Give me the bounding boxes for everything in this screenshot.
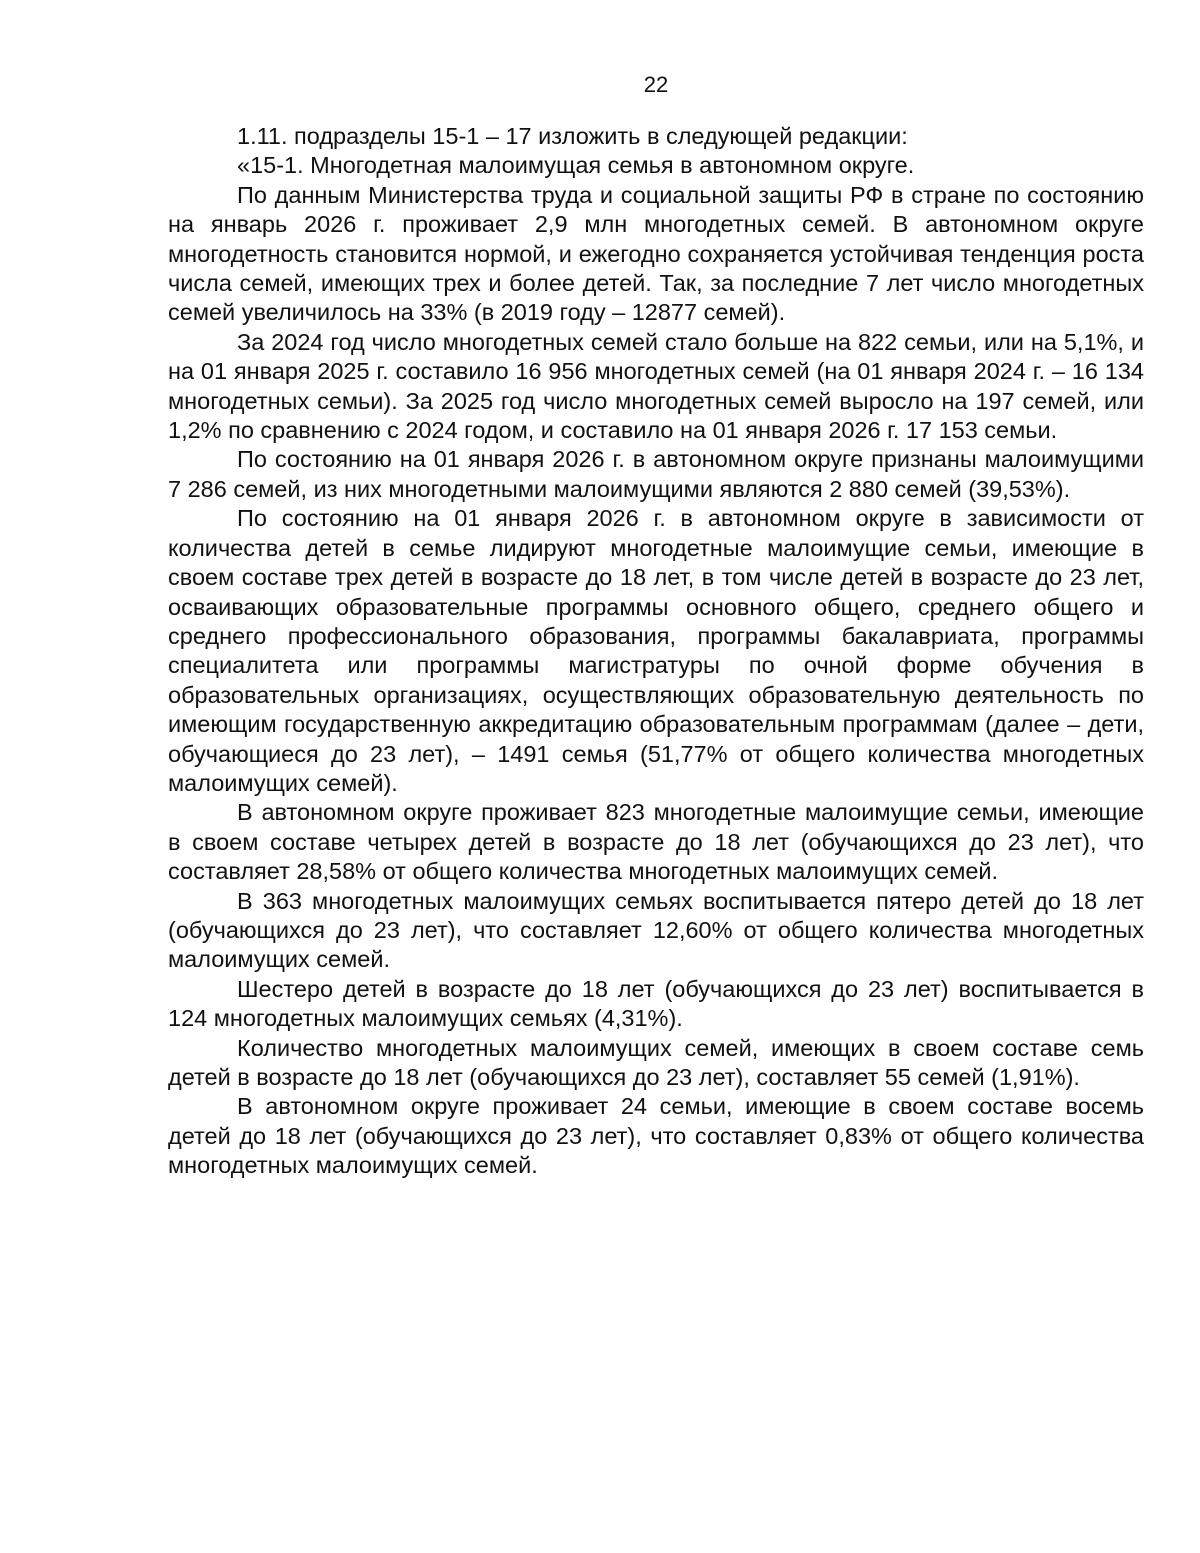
section-heading-paragraph: «15-1. Многодетная малоимущая семья в автономном округе.: [237, 152, 915, 179]
body-paragraph: За 2024 год число многодетных семей стало больше на 822 семьи, или на 5,1%, и на 01 января 2025 г. составило 16 956 многодетных семей (на 01 января 2024 г. – 16 134 многодетных семьи). За 2025 год число многодетных семей выросло на 197 семей, или 1,2% по сравнению с 2024 годом, и составило на 01 января 2026 г. 17 153 семьи.: [168, 328, 1144, 444]
body-paragraph: Количество многодетных малоимущих семей, имеющих в своем составе семь детей в возрасте до 18 лет (обучающихся до 23 лет), составляет 55 семей (1,91%).: [168, 1034, 1144, 1090]
body-paragraph: В автономном округе проживает 823 многодетные малоимущие семьи, имеющие в своем составе четырех детей в возрасте до 18 лет (обучающихся до 23 лет), что составляет 28,58% от общего количества многодетных малоимущих семей.: [168, 799, 1144, 885]
body-paragraph: Шестеро детей в возрасте до 18 лет (обучающихся до 23 лет) воспитывается в 124 многодетных малоимущих семьях (4,31%).: [168, 975, 1144, 1032]
body-paragraph: По состоянию на 01 января 2026 г. в автономном округе в зависимости от количества детей в семье лидируют многодетные малоимущие семьи, имеющие в своем составе трех детей в возрасте до 18 лет, в том числе детей в возрасте до 23 лет, осваивающих образовательные программы основного общего, среднего общего и среднего профессионального образования, программы бакалавриата, программы специалитета или программы магистратуры по очной форме обучения в образовательных организациях, осуществляющих образовательную деятельность по имеющим государственную аккредитацию образовательным программам (далее – дети, обучающиеся до 23 лет), – 1491 семья (51,77% от общего количества многодетных малоимущих семей).: [168, 505, 1144, 796]
document-body: [168, 122, 1144, 1181]
body-paragraph: В автономном округе проживает 24 семьи, имеющие в своем составе восемь детей до 18 лет (обучающихся до 23 лет), что составляет 0,83% от общего количества многодетных малоимущих семей.: [168, 1093, 1144, 1179]
body-paragraph: По данным Министерства труда и социальной защиты РФ в стране по состоянию на январь 2026 г. проживает 2,9 млн многодетных семей. В автономном округе многодетность становится нормой, и ежегодно сохраняется устойчивая тенденция роста числа семей, имеющих трех и более детей. Так, за последние 7 лет число многодетных семей увеличилось на 33% (в 2019 году – 12877 семей).: [168, 181, 1144, 326]
body-paragraph: По состоянию на 01 января 2026 г. в автономном округе признаны малоимущими 7 286 семей, из них многодетными малоимущими являются 2 880 семей (39,53%).: [168, 446, 1144, 502]
body-paragraph: В 363 многодетных малоимущих семьях воспитывается пятеро детей до 18 лет (обучающихся до 23 лет), что составляет 12,60% от общего количества многодетных малоимущих семей.: [168, 887, 1144, 973]
page-number: 22: [643, 72, 669, 97]
amendment-intro-paragraph: 1.11. подразделы 15-1 – 17 изложить в следующей редакции:: [237, 123, 908, 149]
